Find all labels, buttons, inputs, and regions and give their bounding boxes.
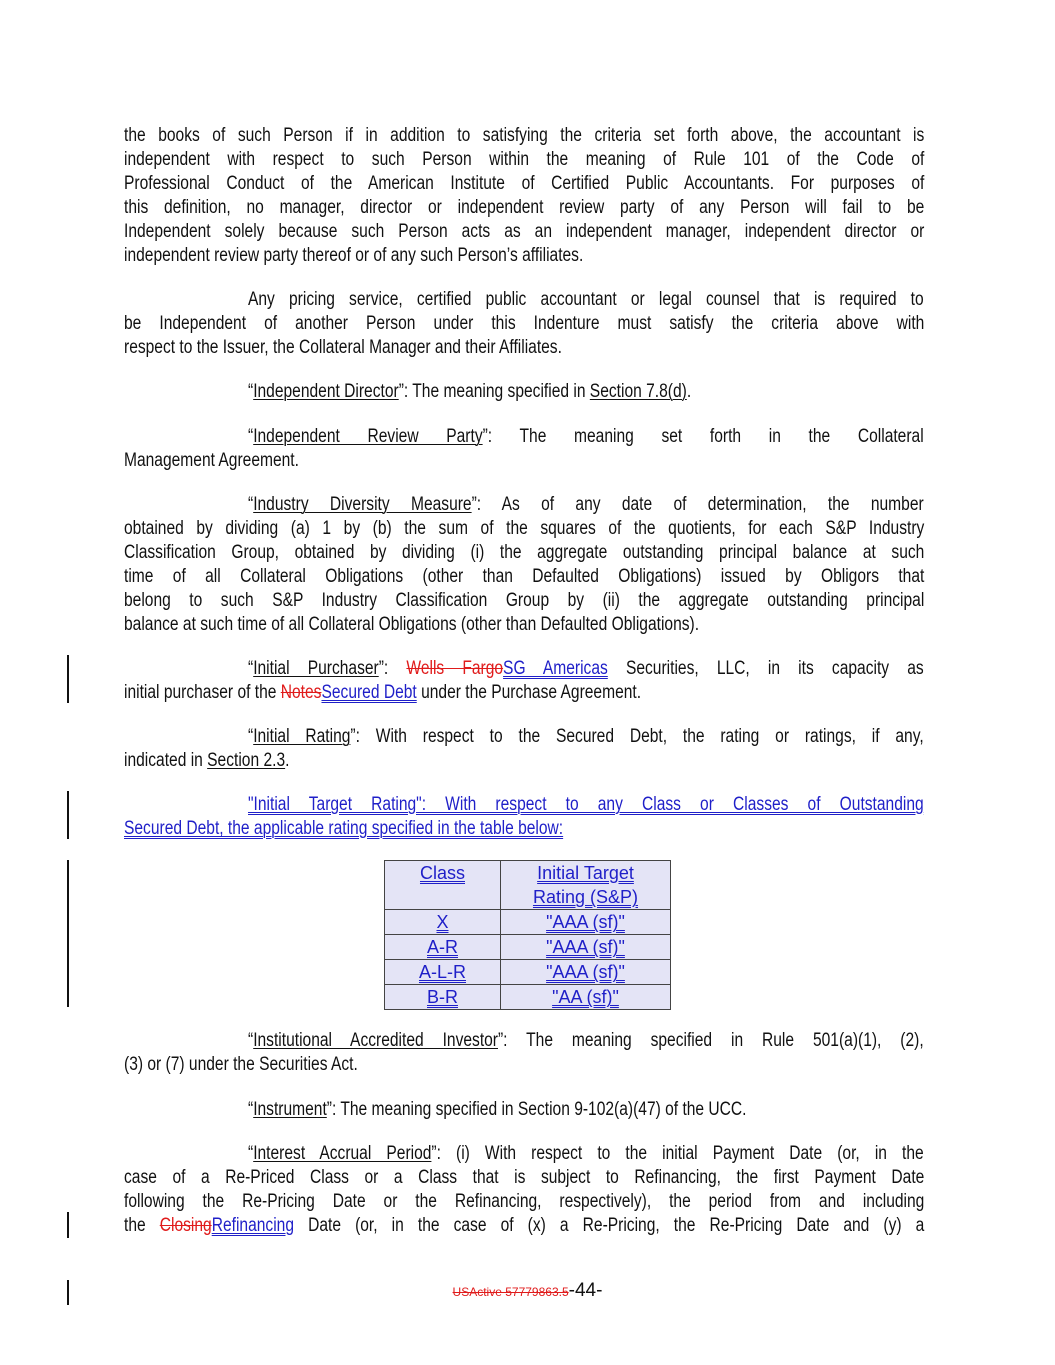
text-run: ”:	[378, 658, 407, 679]
text-line	[124, 589, 924, 613]
text-line	[124, 817, 924, 841]
text-run: time of all Collateral Obligations (other than Defaulted Obligations) issued by Obligors that	[124, 566, 925, 587]
text-line	[248, 657, 924, 681]
page-footer	[0, 1280, 1055, 1302]
text-run: Securities, LLC, in its capacity as	[607, 658, 924, 679]
text-line	[124, 749, 924, 773]
change-bar	[67, 1212, 69, 1238]
text-run: Independent solely because such Person acts as an independent manager, independent director or	[124, 221, 925, 242]
text-run: “	[248, 726, 254, 747]
defined-term: Industry Diversity Measure	[253, 494, 472, 515]
text-run: obtained by dividing (a) 1 by (b) the sum of the squares of the quotients, for each S&P Industry	[124, 518, 925, 539]
text-run: following the Re-Pricing Date or the Refinancing, respectively), the period from and including	[124, 1191, 925, 1212]
class-cell: B-R	[385, 985, 501, 1010]
text-line	[248, 793, 924, 817]
inserted-text: Secured Debt	[321, 682, 417, 703]
text-run: ”: As of any date of determination, the number	[471, 494, 924, 515]
table-row	[385, 935, 671, 960]
text-line	[124, 244, 924, 268]
text-line	[248, 1142, 924, 1166]
text-run: “	[248, 381, 254, 402]
text-line	[124, 449, 924, 473]
table-row	[385, 960, 671, 985]
change-bar	[67, 860, 69, 1007]
text-run: respect to the Issuer, the Collateral Manager and their Affiliates.	[124, 337, 562, 358]
defined-term: Initial Purchaser	[253, 658, 379, 679]
text-line	[124, 172, 924, 196]
text-run: .	[686, 381, 692, 402]
inserted-text: Secured Debt, the applicable rating specified in the table below:	[124, 818, 564, 839]
change-bar	[67, 655, 69, 703]
text-line	[124, 517, 924, 541]
header-class: Class	[385, 861, 501, 910]
text-run: independent review party thereof or of any such Person’s affiliates.	[124, 245, 584, 266]
text-run: “	[248, 426, 254, 447]
class-cell: A-R	[385, 935, 501, 960]
text-line	[124, 1166, 924, 1190]
text-run: ”: (i) With respect to the initial Payment Date (or, in the	[431, 1143, 924, 1164]
rating-cell: "AAA (sf)"	[501, 960, 671, 985]
text-run: “	[248, 1030, 254, 1051]
page-number: -44-	[568, 1280, 603, 1301]
text-run: .	[285, 750, 290, 771]
text-run: “	[248, 1143, 254, 1164]
text-line	[124, 220, 924, 244]
text-run: indicated in	[124, 750, 208, 771]
text-line	[124, 124, 924, 148]
defined-term: Instrument	[253, 1099, 327, 1120]
cross-reference[interactable]: Section 2.3	[207, 750, 286, 771]
text-run: ”: The meaning specified in Section 9-102(a)(47) of the UCC.	[326, 1099, 747, 1120]
initial-target-rating-table	[384, 860, 671, 1010]
text-line	[248, 725, 924, 749]
cross-reference[interactable]: Section 7.8(d)	[589, 381, 687, 402]
text-run: ”: The meaning set forth in the Collateral	[482, 426, 924, 447]
rating-cell: "AA (sf)"	[501, 985, 671, 1010]
text-line	[124, 196, 924, 220]
text-run: Date (or, in the case of (x) a Re-Pricing, the Re-Pricing Date and (y) a	[293, 1215, 925, 1236]
inserted-text: Refinancing	[211, 1215, 294, 1236]
class-cell: X	[385, 910, 501, 935]
text-line	[124, 541, 924, 565]
text-run: Professional Conduct of the American Institute of Certified Public Accountants. For purposes of	[124, 173, 925, 194]
table-row	[385, 910, 671, 935]
defined-term: Independent Director	[253, 381, 399, 402]
defined-term: Interest Accrual Period	[253, 1143, 432, 1164]
text-line	[248, 288, 924, 312]
inserted-text: SG Americas	[503, 658, 608, 679]
deleted-text: Closing	[159, 1215, 212, 1236]
text-run: ”: The meaning specified in	[398, 381, 590, 402]
table-row	[385, 985, 671, 1010]
text-line	[248, 493, 924, 517]
deleted-text: Notes	[280, 682, 322, 703]
text-run: balance at such time of all Collateral Obligations (other than Defaulted Obligations).	[124, 614, 700, 635]
rating-cell: "AAA (sf)"	[501, 935, 671, 960]
text-line	[124, 1214, 924, 1238]
text-line	[248, 425, 924, 449]
text-line	[124, 312, 924, 336]
rating-cell: "AAA (sf)"	[501, 910, 671, 935]
text-run: case of a Re-Priced Class or a Class that is subject to Refinancing, the first Payment Date	[124, 1167, 925, 1188]
deleted-document-id: USActive 57779863.5	[452, 1285, 569, 1299]
text-run: the	[124, 1215, 160, 1236]
change-bar	[67, 791, 69, 839]
text-line	[248, 380, 924, 404]
table-header-row	[385, 861, 671, 910]
text-run: this definition, no manager, director or independent review party of any Person will fail to be	[124, 197, 925, 218]
text-run: belong to such S&P Industry Classification Group by (ii) the aggregate outstanding principal	[124, 590, 925, 611]
defined-term: Independent Review Party	[253, 426, 483, 447]
text-run: “	[248, 658, 254, 679]
class-cell: A-L-R	[385, 960, 501, 985]
deleted-text: Wells Fargo	[406, 658, 504, 679]
text-run: Any pricing service, certified public accountant or legal counsel that is required to	[248, 289, 924, 310]
text-run: Classification Group, obtained by dividing (i) the aggregate outstanding principal balance at such	[124, 542, 925, 563]
text-run: Management Agreement.	[124, 450, 299, 471]
text-run: be Independent of another Person under this Indenture must satisfy the criteria above with	[124, 313, 925, 334]
header-initial-target-rating: Initial Target Rating (S&P)	[501, 861, 671, 910]
text-line	[124, 336, 924, 360]
text-line	[248, 1098, 924, 1122]
text-run: under the Purchase Agreement.	[416, 682, 642, 703]
defined-term: Institutional Accredited Investor	[253, 1030, 498, 1051]
text-run: independent with respect to such Person within the meaning of Rule 101 of the Code of	[124, 149, 925, 170]
text-run: (3) or (7) under the Securities Act.	[124, 1054, 358, 1075]
text-line	[124, 681, 924, 705]
text-run: ”: With respect to the Secured Debt, the rating or ratings, if any,	[350, 726, 924, 747]
text-run: “	[248, 1099, 254, 1120]
inserted-text: "Initial Target Rating": With respect to any Class or Classes of Outstanding	[248, 794, 924, 815]
text-line	[124, 1190, 924, 1214]
text-line	[124, 565, 924, 589]
text-line	[124, 148, 924, 172]
defined-term: Initial Rating	[253, 726, 351, 747]
text-line	[124, 1053, 924, 1077]
text-line	[248, 1029, 924, 1053]
text-run: ”: The meaning specified in Rule 501(a)(1), (2),	[497, 1030, 924, 1051]
text-run: initial purchaser of the	[124, 682, 281, 703]
text-run: the books of such Person if in addition to satisfying the criteria set forth above, the accountant is	[124, 125, 925, 146]
text-run: “	[248, 494, 254, 515]
text-line	[124, 613, 924, 637]
